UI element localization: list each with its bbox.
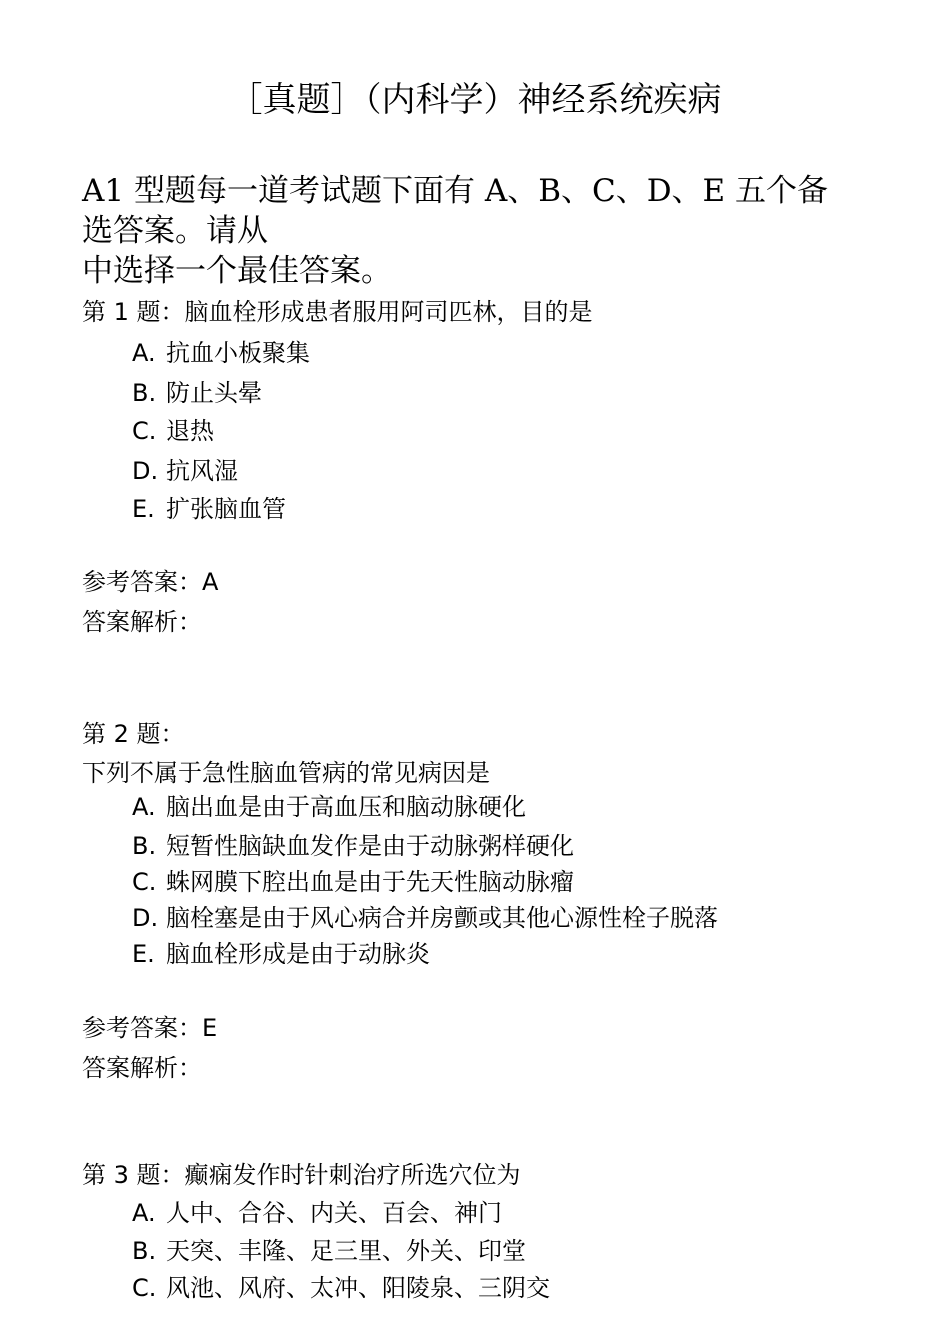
- option-text: 脑出血是由于高血压和脑动脉硬化: [166, 793, 526, 821]
- option-text: 蛛网膜下腔出血是由于先天性脑动脉瘤: [166, 868, 574, 896]
- option-letter: A.: [132, 339, 156, 367]
- instructions-line-2: 选答案。请从: [82, 213, 268, 249]
- option-text: 扩张脑血管: [166, 495, 286, 523]
- option-letter: E.: [132, 940, 155, 968]
- option-text: 天突、丰隆、足三里、外关、印堂: [166, 1237, 526, 1265]
- question-3-stem: 第 3 题：癫痫发作时针刺治疗所选穴位为: [82, 1161, 521, 1189]
- question-2-option-e: [132, 937, 430, 971]
- instructions-line-3: 中选择一个最佳答案。: [82, 253, 392, 289]
- question-1-option-d: [132, 454, 238, 488]
- question-1-analysis: 答案解析：: [82, 608, 202, 636]
- option-letter: B.: [132, 1237, 157, 1265]
- question-2-answer: 参考答案：E: [82, 1014, 218, 1042]
- question-3-option-c: [132, 1271, 550, 1305]
- question-1-option-a: [132, 336, 310, 370]
- question-2-option-b: [132, 829, 574, 863]
- option-text: 短暂性脑缺血发作是由于动脉粥样硬化: [166, 832, 574, 860]
- option-letter: A.: [132, 793, 156, 821]
- option-text: 防止头晕: [166, 379, 262, 407]
- question-2-option-d: [132, 901, 718, 935]
- question-1-answer: 参考答案：A: [82, 568, 219, 596]
- option-text: 脑血栓形成是由于动脉炎: [166, 940, 430, 968]
- option-letter: C.: [132, 417, 157, 445]
- option-text: 抗血小板聚集: [166, 339, 310, 367]
- question-2-stem: 第 2 题：: [82, 720, 185, 748]
- option-text: 人中、合谷、内关、百会、神门: [166, 1199, 502, 1227]
- question-3-option-b: [132, 1234, 526, 1268]
- question-2-option-c: [132, 865, 574, 899]
- question-2-stem-text: 下列不属于急性脑血管病的常见病因是: [82, 759, 490, 787]
- instructions-line-1: A1 型题每一道考试题下面有 A、B、C、D、E 五个备: [82, 173, 829, 209]
- option-text: 脑栓塞是由于风心病合并房颤或其他心源性栓子脱落: [166, 904, 718, 932]
- question-3-option-a: [132, 1196, 502, 1230]
- question-1-option-c: [132, 414, 214, 448]
- option-text: 抗风湿: [166, 457, 238, 485]
- option-letter: E.: [132, 495, 155, 523]
- option-text: 风池、风府、太冲、阳陵泉、三阴交: [166, 1274, 550, 1302]
- option-letter: C.: [132, 868, 157, 896]
- option-letter: A.: [132, 1199, 156, 1227]
- question-1-option-e: [132, 492, 286, 526]
- option-letter: C.: [132, 1274, 157, 1302]
- option-letter: D.: [132, 904, 159, 932]
- question-1-stem: 第 1 题：脑血栓形成患者服用阿司匹林，目的是: [82, 298, 593, 326]
- option-letter: D.: [132, 457, 159, 485]
- question-2-analysis: 答案解析：: [82, 1054, 202, 1082]
- option-letter: B.: [132, 832, 157, 860]
- option-text: 退热: [166, 417, 214, 445]
- page-title: ［真题］（内科学）神经系统疾病: [228, 80, 722, 120]
- question-1-option-b: [132, 376, 262, 410]
- question-2-option-a: [132, 790, 526, 824]
- option-letter: B.: [132, 379, 157, 407]
